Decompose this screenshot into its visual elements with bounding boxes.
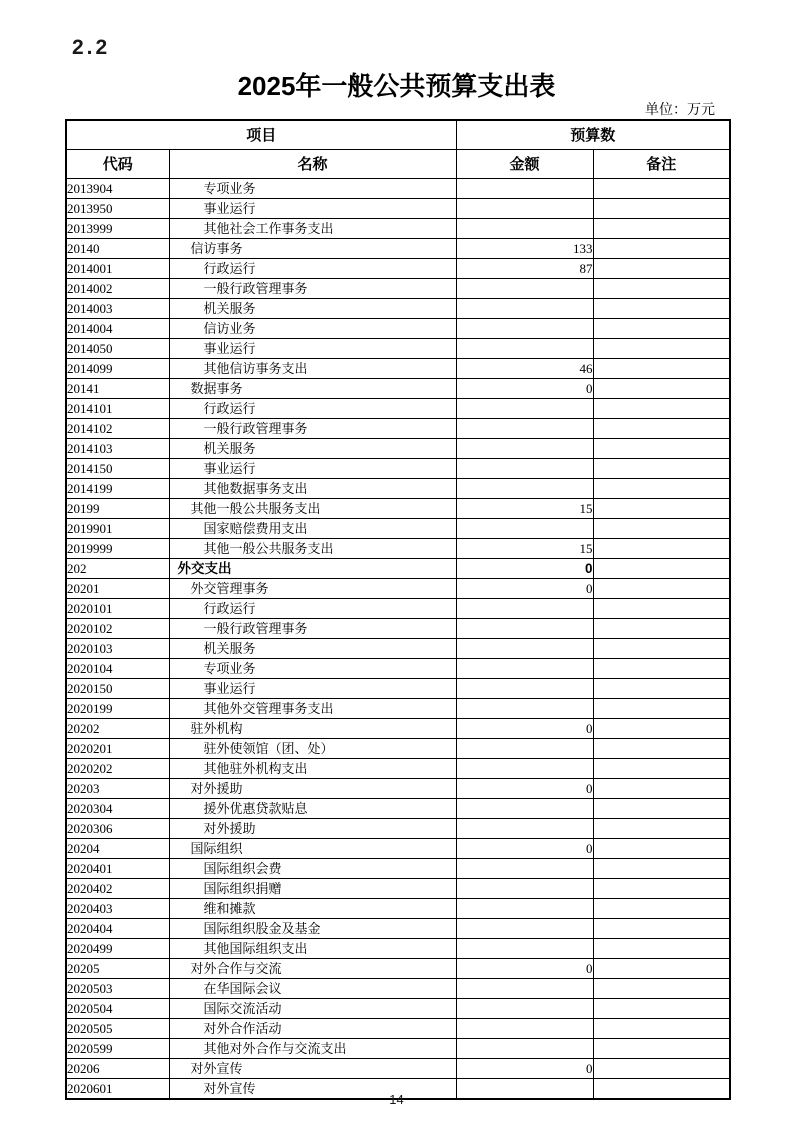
table-row: [66, 498, 730, 518]
cell-note: [593, 278, 730, 298]
cell-name: 在华国际会议: [169, 978, 456, 998]
cell-name: 一般行政管理事务: [169, 418, 456, 438]
table-row: [66, 998, 730, 1018]
cell-amount: [456, 458, 593, 478]
cell-name: 专项业务: [169, 658, 456, 678]
cell-amount: [456, 478, 593, 498]
cell-note: [593, 778, 730, 798]
table-row: [66, 218, 730, 238]
header-group-row: [66, 120, 730, 149]
cell-amount: [456, 738, 593, 758]
cell-amount: [456, 298, 593, 318]
table-row: [66, 558, 730, 578]
cell-note: [593, 358, 730, 378]
cell-name: 国际组织股金及基金: [169, 918, 456, 938]
cell-name: 数据事务: [169, 378, 456, 398]
header-col-code: 代码: [66, 149, 169, 178]
cell-code: 2020202: [66, 758, 169, 778]
cell-name: 其他一般公共服务支出: [169, 538, 456, 558]
cell-amount: [456, 198, 593, 218]
cell-name: 行政运行: [169, 598, 456, 618]
cell-name: 行政运行: [169, 258, 456, 278]
cell-code: 2014103: [66, 438, 169, 458]
cell-name: 对外宣传: [169, 1078, 456, 1099]
cell-code: 2014101: [66, 398, 169, 418]
page-number: 14: [389, 1092, 404, 1107]
cell-code: 2020601: [66, 1078, 169, 1099]
cell-name: 专项业务: [169, 178, 456, 198]
cell-note: [593, 938, 730, 958]
cell-note: [593, 398, 730, 418]
cell-name: 维和摊款: [169, 898, 456, 918]
cell-code: 2020504: [66, 998, 169, 1018]
cell-code: 2020199: [66, 698, 169, 718]
cell-code: 2020599: [66, 1038, 169, 1058]
table-row: [66, 338, 730, 358]
cell-amount: 0: [456, 838, 593, 858]
cell-note: [593, 498, 730, 518]
cell-name: 行政运行: [169, 398, 456, 418]
cell-amount: [456, 798, 593, 818]
cell-amount: [456, 678, 593, 698]
cell-code: 20199: [66, 498, 169, 518]
table-row: [66, 318, 730, 338]
cell-note: [593, 418, 730, 438]
table-row: [66, 278, 730, 298]
cell-code: 2014102: [66, 418, 169, 438]
cell-name: 国际组织捐赠: [169, 878, 456, 898]
cell-code: 2020306: [66, 818, 169, 838]
cell-code: 2020402: [66, 878, 169, 898]
cell-note: [593, 998, 730, 1018]
cell-note: [593, 678, 730, 698]
cell-note: [593, 838, 730, 858]
cell-name: 事业运行: [169, 678, 456, 698]
cell-code: 2014199: [66, 478, 169, 498]
table-row: [66, 418, 730, 438]
cell-amount: [456, 698, 593, 718]
cell-amount: [456, 318, 593, 338]
table-row: [66, 458, 730, 478]
header-columns-row: [66, 149, 730, 178]
cell-note: [593, 578, 730, 598]
table-row: [66, 238, 730, 258]
header-col-name: 名称: [169, 149, 456, 178]
cell-name: 其他国际组织支出: [169, 938, 456, 958]
cell-note: [593, 1058, 730, 1078]
cell-code: 20141: [66, 378, 169, 398]
table-row: [66, 878, 730, 898]
cell-note: [593, 338, 730, 358]
cell-code: 2020150: [66, 678, 169, 698]
table-row: [66, 658, 730, 678]
cell-note: [593, 298, 730, 318]
cell-amount: [456, 338, 593, 358]
cell-note: [593, 478, 730, 498]
cell-code: 20201: [66, 578, 169, 598]
table-row: [66, 758, 730, 778]
cell-code: 2020103: [66, 638, 169, 658]
cell-code: 2020403: [66, 898, 169, 918]
cell-amount: 0: [456, 778, 593, 798]
cell-note: [593, 1038, 730, 1058]
cell-amount: [456, 278, 593, 298]
cell-amount: [456, 658, 593, 678]
cell-note: [593, 718, 730, 738]
cell-code: 20204: [66, 838, 169, 858]
cell-amount: 46: [456, 358, 593, 378]
table-row: [66, 438, 730, 458]
cell-code: 202: [66, 558, 169, 578]
cell-code: 2020104: [66, 658, 169, 678]
table-row: [66, 538, 730, 558]
cell-note: [593, 958, 730, 978]
header-col-amount: 金额: [456, 149, 593, 178]
cell-amount: [456, 438, 593, 458]
cell-note: [593, 898, 730, 918]
cell-code: 20205: [66, 958, 169, 978]
table-row: [66, 638, 730, 658]
cell-note: [593, 618, 730, 638]
cell-note: [593, 978, 730, 998]
cell-note: [593, 798, 730, 818]
cell-note: [593, 198, 730, 218]
cell-code: 2014002: [66, 278, 169, 298]
cell-amount: 87: [456, 258, 593, 278]
cell-note: [593, 638, 730, 658]
table-body: [66, 178, 730, 1099]
table-row: [66, 358, 730, 378]
cell-name: 驻外机构: [169, 718, 456, 738]
cell-code: 2020499: [66, 938, 169, 958]
cell-code: 2019999: [66, 538, 169, 558]
table-row: [66, 378, 730, 398]
cell-name: 其他社会工作事务支出: [169, 218, 456, 238]
cell-code: 20140: [66, 238, 169, 258]
table-row: [66, 858, 730, 878]
cell-code: 20203: [66, 778, 169, 798]
cell-code: 20202: [66, 718, 169, 738]
cell-note: [593, 538, 730, 558]
cell-note: [593, 238, 730, 258]
table-row: [66, 578, 730, 598]
section-number: 2.2: [72, 36, 111, 59]
cell-code: 2020505: [66, 1018, 169, 1038]
table-row: [66, 798, 730, 818]
cell-name: 一般行政管理事务: [169, 278, 456, 298]
table-row: [66, 478, 730, 498]
unit-note: 单位：万元: [645, 103, 715, 118]
cell-name: 事业运行: [169, 458, 456, 478]
table-row: [66, 598, 730, 618]
cell-name: 其他数据事务支出: [169, 478, 456, 498]
cell-code: 2014003: [66, 298, 169, 318]
cell-name: 其他信访事务支出: [169, 358, 456, 378]
table-row: [66, 1038, 730, 1058]
cell-note: [593, 318, 730, 338]
cell-amount: 0: [456, 718, 593, 738]
cell-amount: [456, 758, 593, 778]
cell-name: 外交管理事务: [169, 578, 456, 598]
cell-note: [593, 858, 730, 878]
cell-code: 2013999: [66, 218, 169, 238]
cell-code: 20206: [66, 1058, 169, 1078]
cell-amount: [456, 938, 593, 958]
cell-note: [593, 658, 730, 678]
cell-name: 对外援助: [169, 818, 456, 838]
table-row: [66, 298, 730, 318]
cell-note: [593, 178, 730, 198]
cell-code: 2014099: [66, 358, 169, 378]
cell-amount: [456, 638, 593, 658]
cell-amount: [456, 218, 593, 238]
table-row: [66, 678, 730, 698]
table-row: [66, 1058, 730, 1078]
cell-amount: [456, 818, 593, 838]
cell-amount: [456, 418, 593, 438]
cell-name: 国际组织会费: [169, 858, 456, 878]
cell-name: 其他外交管理事务支出: [169, 698, 456, 718]
cell-amount: [456, 518, 593, 538]
cell-code: 2020201: [66, 738, 169, 758]
cell-name: 一般行政管理事务: [169, 618, 456, 638]
cell-note: [593, 918, 730, 938]
cell-name: 机关服务: [169, 298, 456, 318]
cell-amount: 0: [456, 578, 593, 598]
table-row: [66, 178, 730, 198]
cell-code: 2020503: [66, 978, 169, 998]
table-row: [66, 198, 730, 218]
cell-amount: [456, 598, 593, 618]
table-row: [66, 978, 730, 998]
table-row: [66, 718, 730, 738]
table-row: [66, 958, 730, 978]
cell-name: 国际组织: [169, 838, 456, 858]
table-row: [66, 698, 730, 718]
cell-code: 2014001: [66, 258, 169, 278]
cell-note: [593, 218, 730, 238]
cell-amount: [456, 998, 593, 1018]
cell-code: 2014150: [66, 458, 169, 478]
table-row: [66, 258, 730, 278]
cell-code: 2014050: [66, 338, 169, 358]
cell-amount: [456, 618, 593, 638]
page-title: 2025年一般公共预算支出表: [237, 71, 556, 101]
cell-name: 驻外使领馆（团、处）: [169, 738, 456, 758]
cell-code: 2019901: [66, 518, 169, 538]
header-group-budget: 预算数: [456, 120, 730, 149]
cell-name: 信访事务: [169, 238, 456, 258]
cell-note: [593, 518, 730, 538]
cell-amount: [456, 918, 593, 938]
cell-code: 2020401: [66, 858, 169, 878]
cell-name: 事业运行: [169, 338, 456, 358]
cell-note: [593, 458, 730, 478]
cell-amount: [456, 398, 593, 418]
cell-note: [593, 558, 730, 578]
table-row: [66, 778, 730, 798]
cell-note: [593, 258, 730, 278]
cell-amount: [456, 978, 593, 998]
table-row: [66, 938, 730, 958]
cell-code: 2013904: [66, 178, 169, 198]
cell-note: [593, 878, 730, 898]
cell-amount: [456, 178, 593, 198]
cell-code: 2020404: [66, 918, 169, 938]
cell-note: [593, 598, 730, 618]
cell-note: [593, 1018, 730, 1038]
table-row: [66, 918, 730, 938]
cell-amount: 15: [456, 498, 593, 518]
table-row: [66, 518, 730, 538]
cell-amount: [456, 858, 593, 878]
cell-note: [593, 438, 730, 458]
cell-amount: 15: [456, 538, 593, 558]
cell-name: 对外合作活动: [169, 1018, 456, 1038]
cell-name: 机关服务: [169, 438, 456, 458]
cell-name: 其他一般公共服务支出: [169, 498, 456, 518]
table-row: [66, 838, 730, 858]
table-row: [66, 818, 730, 838]
cell-code: 2014004: [66, 318, 169, 338]
cell-note: [593, 758, 730, 778]
cell-code: 2020101: [66, 598, 169, 618]
cell-amount: [456, 1038, 593, 1058]
table-row: [66, 618, 730, 638]
cell-name: 其他对外合作与交流支出: [169, 1038, 456, 1058]
cell-code: 2020304: [66, 798, 169, 818]
cell-amount: 0: [456, 958, 593, 978]
cell-name: 对外宣传: [169, 1058, 456, 1078]
budget-table: [65, 119, 731, 1100]
cell-amount: 0: [456, 378, 593, 398]
table-row: [66, 738, 730, 758]
table-row: [66, 398, 730, 418]
cell-amount: 0: [456, 1058, 593, 1078]
cell-name: 其他驻外机构支出: [169, 758, 456, 778]
header-group-project: 项目: [66, 120, 456, 149]
cell-note: [593, 378, 730, 398]
cell-name: 援外优惠贷款贴息: [169, 798, 456, 818]
cell-name: 国家赔偿费用支出: [169, 518, 456, 538]
cell-amount: [456, 1018, 593, 1038]
cell-note: [593, 738, 730, 758]
cell-name: 对外合作与交流: [169, 958, 456, 978]
table-header: [66, 120, 730, 178]
cell-name: 对外援助: [169, 778, 456, 798]
header-col-note: 备注: [593, 149, 730, 178]
table-row: [66, 898, 730, 918]
cell-amount: [456, 878, 593, 898]
cell-name: 外交支出: [169, 558, 456, 578]
cell-name: 事业运行: [169, 198, 456, 218]
cell-amount: 0: [456, 558, 593, 578]
cell-note: [593, 818, 730, 838]
cell-code: 2013950: [66, 198, 169, 218]
cell-name: 信访业务: [169, 318, 456, 338]
cell-name: 国际交流活动: [169, 998, 456, 1018]
cell-name: 机关服务: [169, 638, 456, 658]
cell-amount: 133: [456, 238, 593, 258]
cell-code: 2020102: [66, 618, 169, 638]
cell-note: [593, 698, 730, 718]
table-row: [66, 1018, 730, 1038]
cell-amount: [456, 898, 593, 918]
